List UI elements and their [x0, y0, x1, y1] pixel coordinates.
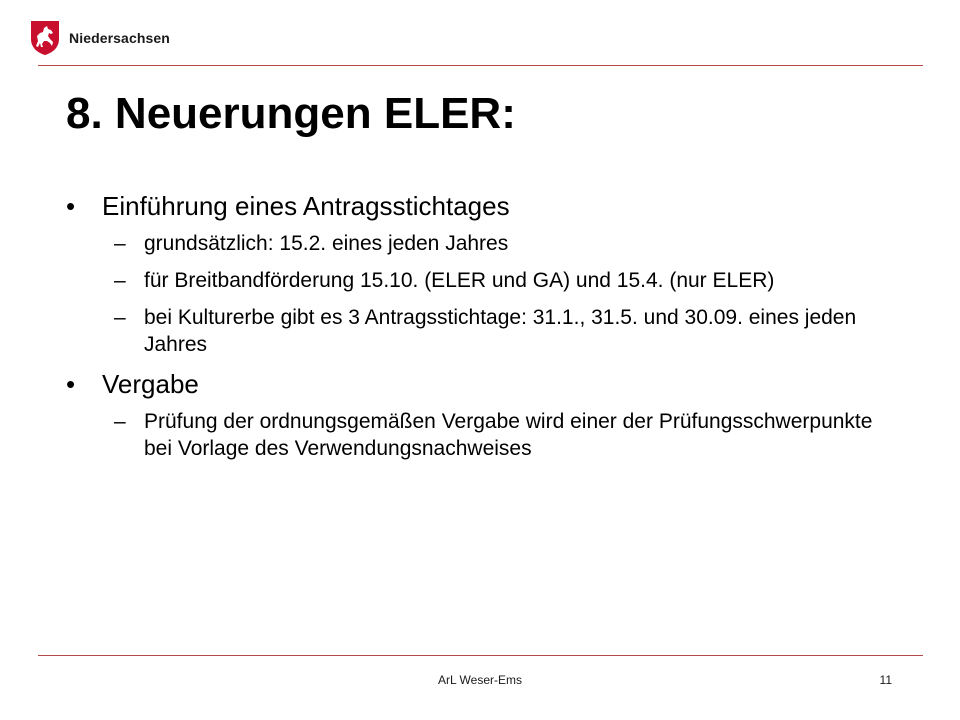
bullet-marker: •	[66, 191, 76, 221]
bullet-marker: •	[66, 369, 76, 399]
sub-text: bei Kulturerbe gibt es 3 Antragsstichtage: 31.1., 31.5. und 30.09. eines jeden Jahres	[144, 306, 857, 356]
sub-text: für Breitbandförderung 15.10. (ELER und GA) und 15.4. (nur ELER)	[144, 269, 775, 292]
sub-text: Prüfung der ordnungsgemäßen Vergabe wird einer der Prüfungsschwerpunkte bei Vorlage des Verwendungsnachweises	[144, 410, 873, 460]
sub-marker: –	[114, 232, 126, 255]
header-divider	[38, 65, 923, 66]
slide-title: 8. Neuerungen ELER:	[66, 89, 516, 138]
sub-marker: –	[114, 269, 126, 292]
sub-list	[66, 230, 886, 358]
sub-marker: –	[114, 410, 126, 433]
bullet-text: Einführung eines Antragsstichtages	[102, 191, 510, 221]
footer-organization: ArL Weser-Ems	[437, 673, 522, 687]
slide-body	[66, 190, 886, 472]
slide-header	[0, 0, 960, 66]
bullet-text: Vergabe	[102, 369, 199, 399]
sub-item	[66, 230, 886, 257]
sub-item	[66, 408, 886, 462]
niedersachsen-logo	[30, 20, 170, 56]
horse-emblem-icon	[30, 20, 60, 56]
sub-item	[66, 304, 886, 358]
page-number: 11	[879, 673, 892, 687]
footer-divider	[38, 655, 923, 656]
sub-text: grundsätzlich: 15.2. eines jeden Jahres	[144, 232, 509, 255]
logo-text: Niedersachsen	[69, 30, 170, 46]
sub-item	[66, 267, 886, 294]
bullet-item	[66, 368, 886, 400]
sub-marker: –	[114, 306, 126, 329]
sub-list	[66, 408, 886, 462]
bullet-item	[66, 190, 886, 222]
